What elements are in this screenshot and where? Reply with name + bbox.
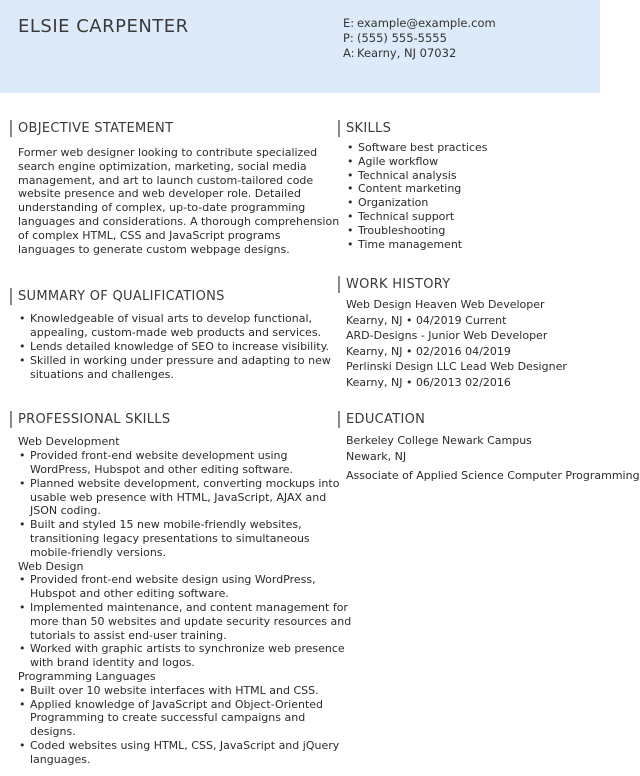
qualifications-list bbox=[18, 312, 331, 381]
education-entry bbox=[346, 433, 640, 484]
job-entry: Web Design Heaven Web Developer Kearny, NJ • 04/2019 Current bbox=[346, 298, 545, 327]
professional-heading: PROFESSIONAL SKILLS bbox=[6, 409, 306, 431]
list-item: • Planned website development, converting mockups into usable web presence with HTML, JavaScript, AJAX and JSON coding. bbox=[18, 477, 318, 518]
list-item: • Worked with graphic artists to synchronize web presence with brand identity and logos. bbox=[18, 642, 318, 670]
education-heading: EDUCATION bbox=[334, 409, 558, 431]
skills-list bbox=[346, 141, 558, 251]
subheading-web-design: Web Design bbox=[18, 559, 84, 573]
work-history-list bbox=[346, 297, 567, 390]
right-column bbox=[346, 118, 640, 768]
list-item: • Organization bbox=[346, 196, 558, 210]
contact-address: A: Kearny, NJ 07032 bbox=[343, 46, 457, 60]
school-name: Berkeley College Newark Campus bbox=[346, 434, 532, 448]
school-location: Newark, NJ bbox=[346, 449, 407, 463]
list-item: • Software best practices bbox=[346, 141, 558, 155]
contact-phone: P: (555) 555-5555 bbox=[343, 31, 447, 45]
job-entry: ARD-Designs - Junior Web Developer Kearny, NJ • 02/2016 04/2019 bbox=[346, 329, 548, 358]
header-band bbox=[0, 0, 600, 93]
list-item: • Agile workflow bbox=[346, 155, 558, 169]
web-development-list bbox=[18, 449, 340, 559]
list-item: • Content marketing bbox=[346, 182, 558, 196]
list-item: • Time management bbox=[346, 238, 558, 252]
list-item: • Built over 10 website interfaces with HTML and CSS. bbox=[18, 684, 318, 698]
subheading-web-development: Web Development bbox=[18, 435, 120, 449]
field-of-study: Computer Programming bbox=[507, 469, 640, 483]
qualifications-heading: SUMMARY OF QUALIFICATIONS bbox=[6, 286, 306, 308]
objective-text: Former web designer looking to contribute specialized search engine optimization, marketing, social media management, and art to launch custom-tailored code website presence and web developer role. Detailed understanding of complex, up-to-date programming languages and considerations. A thorough comprehension of complex HTML, CSS and JavaScript programs languages to generate custom webpage designs. bbox=[18, 146, 340, 256]
programming-languages-list bbox=[18, 683, 340, 767]
list-item: • Provided front-end website design using WordPress, Hubspot and other editing software. bbox=[18, 573, 318, 601]
list-item: • Lends detailed knowledge of SEO to increase visibility. bbox=[18, 340, 318, 354]
list-item: • Applied knowledge of JavaScript and Object-Oriented Programming to create successful campaigns and designs. bbox=[18, 698, 318, 739]
contact-block bbox=[343, 16, 496, 61]
job-entry: Perlinski Design LLC Lead Web Designer Kearny, NJ • 06/2013 02/2016 bbox=[346, 360, 567, 389]
degree: Associate of Applied Science bbox=[346, 469, 504, 483]
list-item: • Technical analysis bbox=[346, 169, 558, 183]
skills-heading: SKILLS bbox=[334, 118, 558, 140]
list-item: • Provided front-end website development using WordPress, Hubspot and other editing software. bbox=[18, 449, 318, 477]
list-item: • Knowledgeable of visual arts to develop functional, appealing, custom-made web products and services. bbox=[18, 312, 318, 340]
list-item: • Technical support bbox=[346, 210, 558, 224]
subheading-programming-languages: Programming Languages bbox=[18, 669, 156, 683]
left-column bbox=[18, 118, 352, 768]
contact-email: E: example@example.com bbox=[343, 16, 496, 30]
list-item: • Built and styled 15 new mobile-friendly websites, transitioning legacy presentations to simultaneous mobile-friendly versions. bbox=[18, 518, 318, 559]
objective-heading: OBJECTIVE STATEMENT bbox=[6, 118, 306, 140]
work-history-heading: WORK HISTORY bbox=[334, 274, 558, 296]
list-item: • Implemented maintenance, and content management for more than 50 websites and update security resources and tutorials to assist end-user training. bbox=[18, 601, 318, 642]
list-item: • Coded websites using HTML, CSS, JavaScript and jQuery languages. bbox=[18, 739, 318, 767]
web-design-list bbox=[18, 573, 352, 670]
list-item: • Skilled in working under pressure and adapting to new situations and challenges. bbox=[18, 354, 318, 382]
candidate-name: ELSIE CARPENTER bbox=[18, 16, 189, 37]
list-item: • Troubleshooting bbox=[346, 224, 558, 238]
